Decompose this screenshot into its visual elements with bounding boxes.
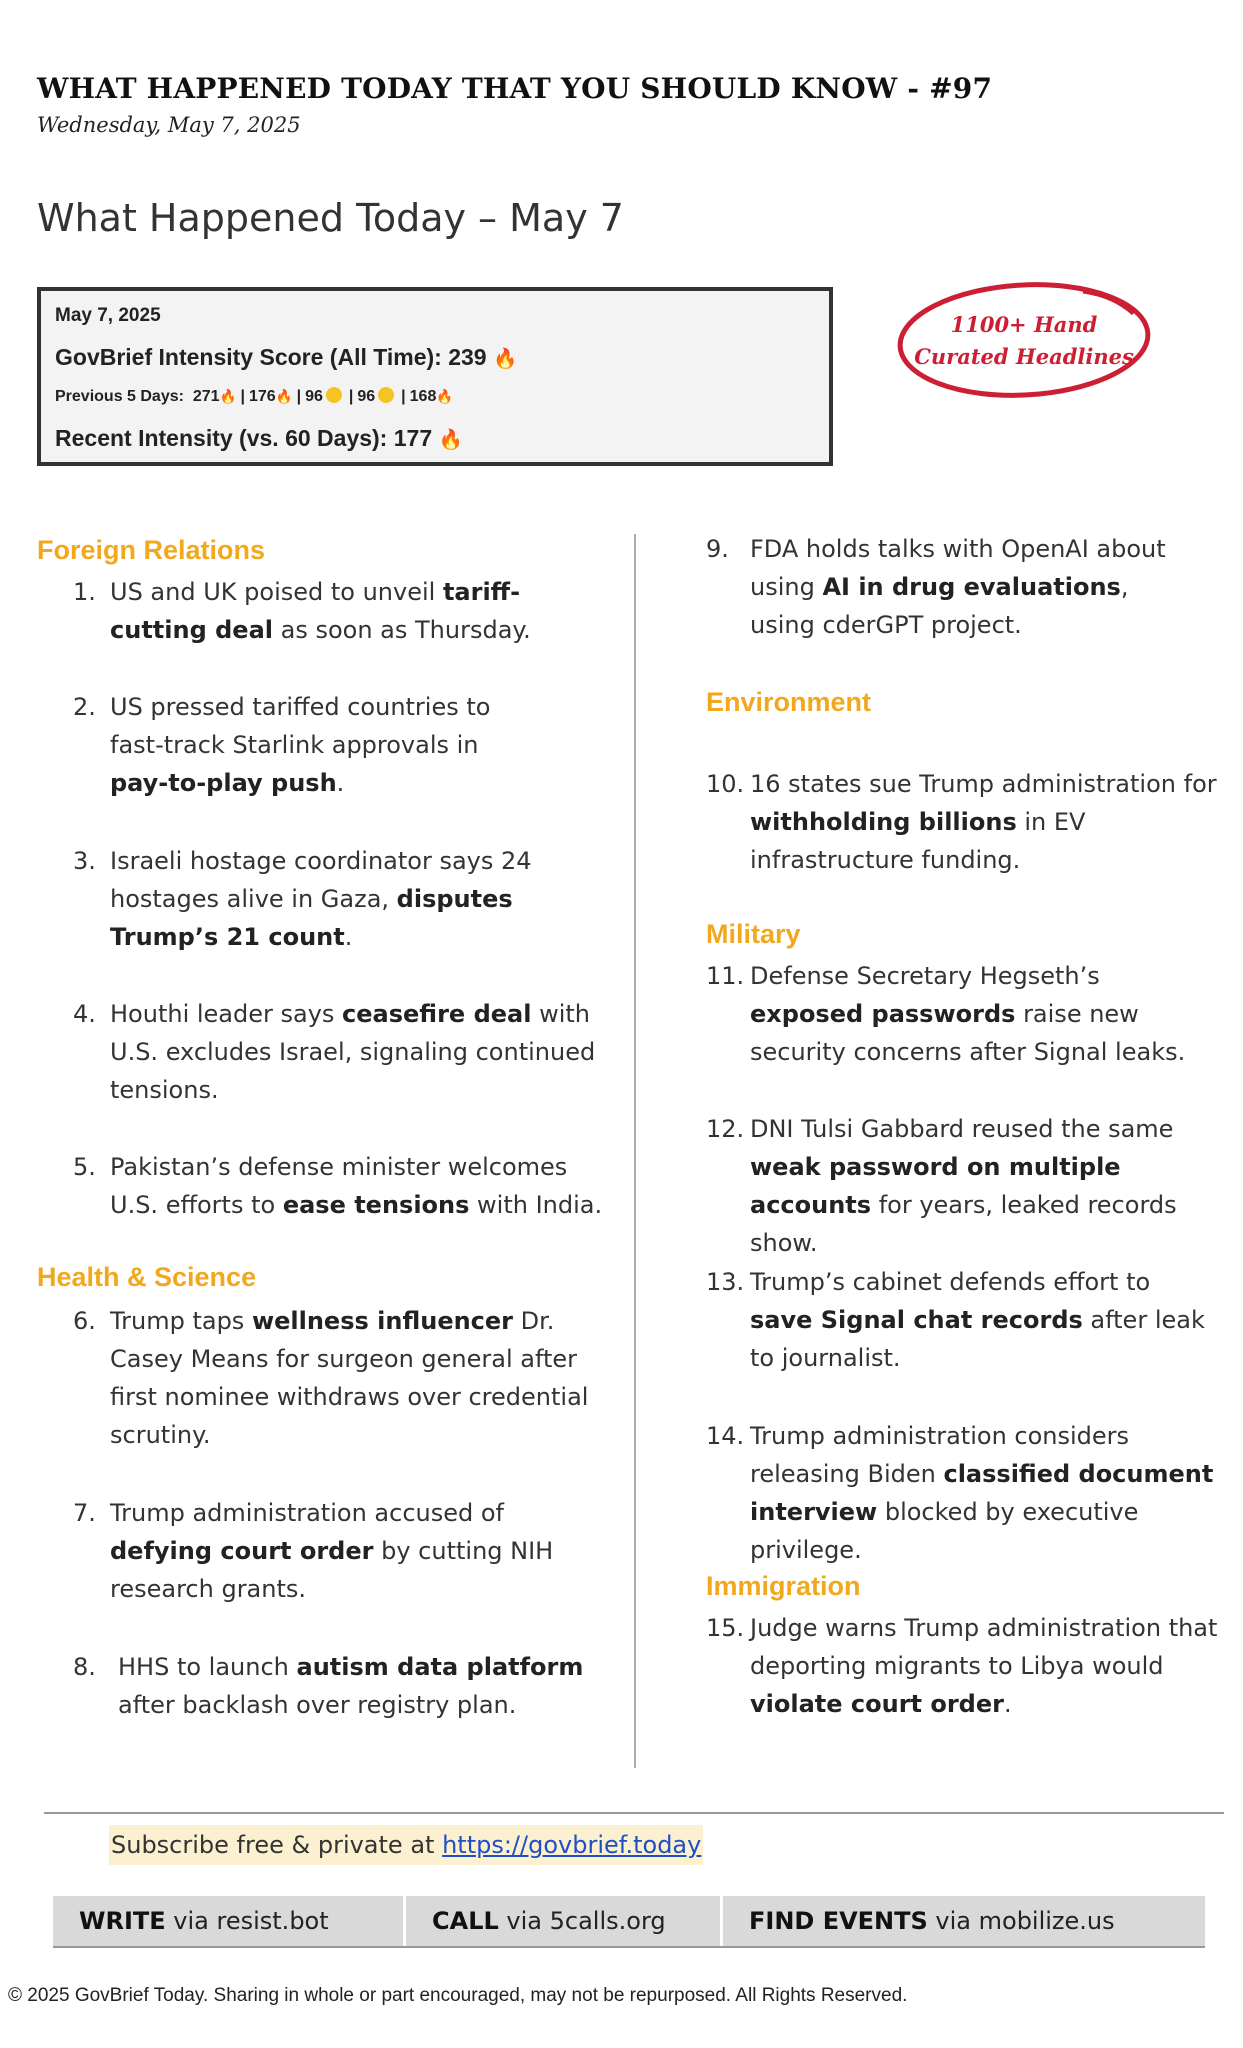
newsletter-date: Wednesday, May 7, 2025 <box>37 113 301 137</box>
item-number: 14. <box>706 1422 745 1450</box>
action-bar <box>53 1896 1205 1946</box>
item-text: FDA holds talks with OpenAI about using AI in drug evaluations, using cderGPT project. <box>750 535 1166 639</box>
item-number: 3. <box>73 847 96 875</box>
subscribe-banner <box>109 1825 703 1865</box>
item-number: 2. <box>73 693 96 721</box>
intensity-score-label: GovBrief Intensity Score (All Time): 239 <box>55 344 487 370</box>
item-text: 16 states sue Trump administration for withholding billions in EV infrastructure funding. <box>750 770 1217 874</box>
item-number: 1. <box>73 578 96 606</box>
item-number: 8. <box>73 1653 96 1681</box>
item-text: Trump administration considers releasing Biden classified document interview blocked by executive privilege. <box>750 1422 1214 1564</box>
section-foreign-relations: Foreign Relations <box>37 535 266 565</box>
stamp-line-2: Curated Headlines <box>914 344 1134 369</box>
item-number: 6. <box>73 1307 96 1335</box>
item-text: Trump taps wellness influencer Dr. Casey Means for surgeon general after first nominee withdraws over credential scrutiny. <box>110 1307 589 1449</box>
yellow-circle-icon <box>326 387 342 403</box>
item-text: DNI Tulsi Gabbard reused the same weak password on multiple accounts for years, leaked records show. <box>750 1115 1177 1257</box>
item-number: 11. <box>706 962 745 990</box>
stamp-line-1: 1100+ Hand <box>950 312 1098 337</box>
find-events-action[interactable]: FIND EVENTS via mobilize.us <box>749 1907 1115 1935</box>
item-text: Trump administration accused of defying court order by cutting NIH research grants. <box>110 1499 554 1603</box>
previous-days-label: Previous 5 Days: <box>55 388 184 405</box>
fire-icon: 🔥 <box>275 389 293 404</box>
curated-headlines-stamp <box>893 278 1155 403</box>
item-text: US and UK poised to unveil tariff-cutting deal as soon as Thursday. <box>110 578 531 644</box>
item-text: Judge warns Trump administration that deporting migrants to Libya would violate court order. <box>750 1614 1218 1718</box>
copyright-footer: © 2025 GovBrief Today. Sharing in whole or part encouraged, may not be repurposed. All Rights Reserved. <box>8 1985 908 2006</box>
previous-day-value: 96 <box>305 388 323 405</box>
recent-intensity-label: Recent Intensity (vs. 60 Days): 177 <box>55 425 433 451</box>
previous-day-value: 96 <box>357 388 376 405</box>
subscribe-text: Subscribe free & private at <box>111 1831 443 1859</box>
item-number: 10. <box>706 770 745 798</box>
item-text: Defense Secretary Hegseth’s exposed passwords raise new security concerns after Signal leaks. <box>750 962 1186 1066</box>
item-number: 15. <box>706 1614 745 1642</box>
fire-icon: 🔥 <box>436 389 454 404</box>
item-text: Trump’s cabinet defends effort to save Signal chat records after leak to journalist. <box>750 1268 1205 1372</box>
fire-icon: 🔥 <box>492 348 518 370</box>
previous-day-value: 168 <box>409 388 437 405</box>
write-action[interactable]: WRITE via resist.bot <box>53 1896 406 1946</box>
item-number: 13. <box>706 1268 745 1296</box>
item-number: 4. <box>73 1000 96 1028</box>
previous-days-row: Previous 5 Days: 271🔥 | 176🔥 | 96 | 96 | 168🔥 <box>55 388 454 405</box>
subscribe-link[interactable]: https://govbrief.today <box>442 1831 702 1859</box>
intensity-score-row <box>55 344 517 371</box>
intensity-score-box <box>37 287 833 466</box>
call-action[interactable]: CALL via 5calls.org <box>406 1896 723 1946</box>
item-text: HHS to launch autism data platform after backlash over registry plan. <box>118 1653 584 1719</box>
item-number: 7. <box>73 1499 96 1527</box>
item-text: Pakistan’s defense minister welcomes U.S. efforts to ease tensions with India. <box>110 1153 603 1219</box>
footer-divider <box>44 1812 1224 1814</box>
section-immigration: Immigration <box>706 1571 861 1601</box>
previous-day-value: 176 <box>248 388 276 405</box>
yellow-circle-icon <box>378 387 394 403</box>
item-text: US pressed tariffed countries to fast-track Starlink approvals in pay-to-play push. <box>110 693 491 797</box>
fire-icon: 🔥 <box>219 389 237 404</box>
action-bar-divider <box>53 1946 1205 1948</box>
score-date: May 7, 2025 <box>55 305 161 326</box>
item-text: Israeli hostage coordinator says 24 hostages alive in Gaza, disputes Trump’s 21 count. <box>110 847 532 951</box>
item-number: 5. <box>73 1153 96 1181</box>
fire-icon: 🔥 <box>438 429 463 451</box>
section-environment: Environment <box>706 687 872 717</box>
newsletter-title: WHAT HAPPENED TODAY THAT YOU SHOULD KNOW - #97 <box>37 72 993 105</box>
previous-day-value: 271 <box>192 388 220 405</box>
section-military: Military <box>706 919 801 949</box>
recent-intensity-row <box>55 425 463 452</box>
item-text: Houthi leader says ceasefire deal with U.S. excludes Israel, signaling continued tensions. <box>110 1000 596 1104</box>
item-number: 12. <box>706 1115 745 1143</box>
column-divider <box>634 534 636 1768</box>
stamp-oval-icon <box>893 278 1155 403</box>
item-number: 9. <box>706 535 729 563</box>
page-title: What Happened Today – May 7 <box>37 196 624 240</box>
section-health-science: Health & Science <box>37 1262 257 1292</box>
